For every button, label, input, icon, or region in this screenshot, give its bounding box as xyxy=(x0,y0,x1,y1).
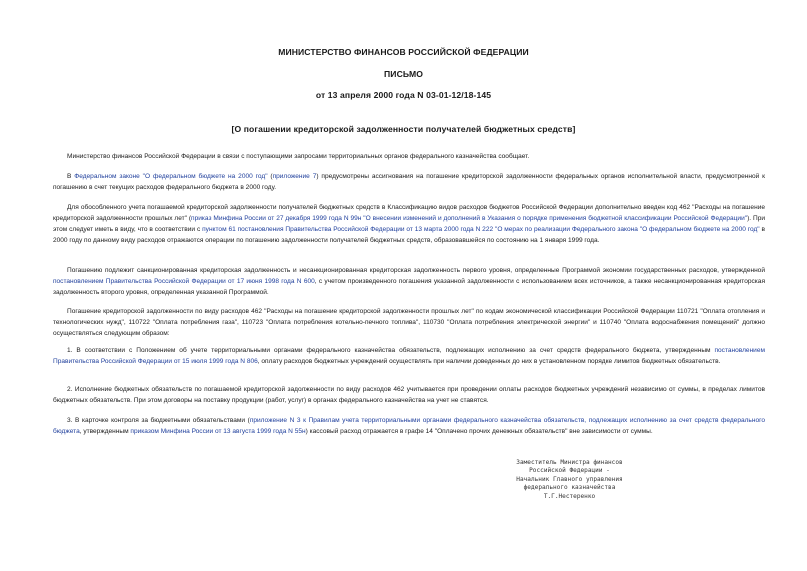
document-subject: [О погашении кредиторской задолженности получателей бюджетных средств] xyxy=(231,124,576,134)
link-order-55n[interactable]: приказом Минфина России от 13 августа 1999 года N 55н xyxy=(130,427,306,435)
paragraph-item-3 xyxy=(53,416,765,438)
link-budget-law[interactable]: Федеральном законе "О федеральном бюджете на 2000 год" xyxy=(74,173,268,180)
link-resolution-222[interactable]: пунктом 61 постановления Правительства Российской Федерации от 13 марта 2000 года N 222 "О мерах по реализации Федерального закона "О федеральном бюджете на 2000 год" xyxy=(202,225,760,233)
signature-name: Т.Г.Нестеренко xyxy=(543,492,596,500)
text: ). При этом следует иметь в виду, что в соответствии с xyxy=(53,214,765,233)
text: В xyxy=(67,173,75,180)
signature-block xyxy=(508,459,631,501)
paragraph-budget-law xyxy=(53,172,765,194)
paragraph-codes xyxy=(53,307,765,340)
link-appendix-3[interactable]: приложение N 3 к Правилам учета территориальными органами федерального казначейства обязательств, подлежащих исполнению за счет средств федерального бюджета xyxy=(53,417,765,435)
text: Погашению подлежит санкционированная кредиторская задолженность и несанкционированная кредиторская задолженность первого уровня, определенные Программой экономии государственных расходов, утвержденной xyxy=(67,267,765,274)
text: 1. В соответствии с Положением об учете территориальными органами федерального казначейства обязательств, подлежащих исполнению за счет средств федерального бюджета, утвержденным xyxy=(67,347,715,354)
text: Для обособленного учета погашаемой кредиторской задолженности получателей бюджетных средств в Классификацию видов расходов бюджетов Российской Федерации дополнительно введен код 462 "Расходы на погашение кредиторской задолженности прошлых лет" ( xyxy=(53,204,765,222)
ministry-title: МИНИСТЕРСТВО ФИНАНСОВ РОССИЙСКОЙ ФЕДЕРАЦИИ xyxy=(278,47,529,57)
text: в 2000 году по данному виду расходов отражаются операции по погашению задолженности получателей бюджетных средств, образовавшейся по состоянию на 1 января 1999 года. xyxy=(53,225,765,244)
link-appendix-7[interactable]: приложение 7 xyxy=(272,173,317,180)
paragraph-repayment xyxy=(53,266,765,299)
text: , утвержденным xyxy=(79,427,131,435)
text: Погашение кредиторской задолженности по виду расходов 462 "Расходы на погашение кредиторской задолженности прошлых лет" по кодам экономической классификации Российской Федерации 110721 "Оплата отопления и технологических нужд", 110722 "Оплата потребления газа", 110723 "Оплата потребления котельно-печного топлива", 110730 "Оплата потребления электрической энергии" и 110740 "Оплата водоснабжения помещений" должно осуществляться следующим образом: xyxy=(53,308,765,337)
link-order-99n[interactable]: приказ Минфина России от 27 декабря 1999 года N 99н "О внесении изменений и дополнений в Указания о порядке применения бюджетной классификации Российской Федерации" xyxy=(191,214,748,222)
text: 3. В карточке контроля за бюджетными обязательствами ( xyxy=(67,417,250,424)
text: ) предусмотрены ассигнования на погашение кредиторской задолженности федеральных органов исполнительной власти, предусмотренной к погашению в счет текущих расходов федерального бюджета в 2000 году. xyxy=(53,173,766,191)
paragraph-item-1 xyxy=(53,346,765,368)
text: 2. Исполнение бюджетных обязательств по погашаемой кредиторской задолженности по виду расходов 462 учитывается при проведении оплаты расходов бюджетных учреждений независимо от суммы, в пределах лимитов бюджетных обязательств. При этом договоры на поставку продукции (работ, услуг) в органах федерального казначейства на учет не ставятся. xyxy=(53,386,765,404)
signature-department: Начальник Главного управления xyxy=(516,475,623,483)
signature-treasury: федерального казначейства xyxy=(523,484,616,492)
signature-position: Заместитель Министра финансов xyxy=(516,459,623,466)
paragraph-code-462 xyxy=(53,203,765,247)
text: ) кассовый расход отражается в графе 14 "Оплачено прочих денежных обязательств" вне зависимости от суммы. xyxy=(305,427,653,435)
text: , оплату расходов бюджетных учреждений осуществлять при наличии доведенных до них в установленном порядке лимитов бюджетных обязательств. xyxy=(257,357,721,365)
link-resolution-600[interactable]: постановлением Правительства Российской Федерации от 17 июня 1998 года N 600 xyxy=(53,277,315,285)
paragraph-item-2 xyxy=(53,385,765,407)
signature-country: Российской Федерации - xyxy=(529,467,610,475)
text: , с учетом произведенного погашения указанной задолженности с использованием всех источников, а также несанкционированная кредиторская задолженность второго уровня, определенная указанной Программой. xyxy=(53,277,765,296)
text: ( xyxy=(267,173,273,180)
document-date-number: от 13 апреля 2000 года N 03-01-12/18-145 xyxy=(315,90,492,100)
document-type: ПИСЬМО xyxy=(384,69,423,79)
paragraph-intro xyxy=(53,152,765,163)
text: Министерство финансов Российской Федерации в связи с поступающими запросами территориальных органов федерального казначейства сообщает. xyxy=(67,153,530,160)
link-resolution-806[interactable]: постановлением Правительства Российской Федерации от 15 июля 1999 года N 806 xyxy=(53,347,765,365)
